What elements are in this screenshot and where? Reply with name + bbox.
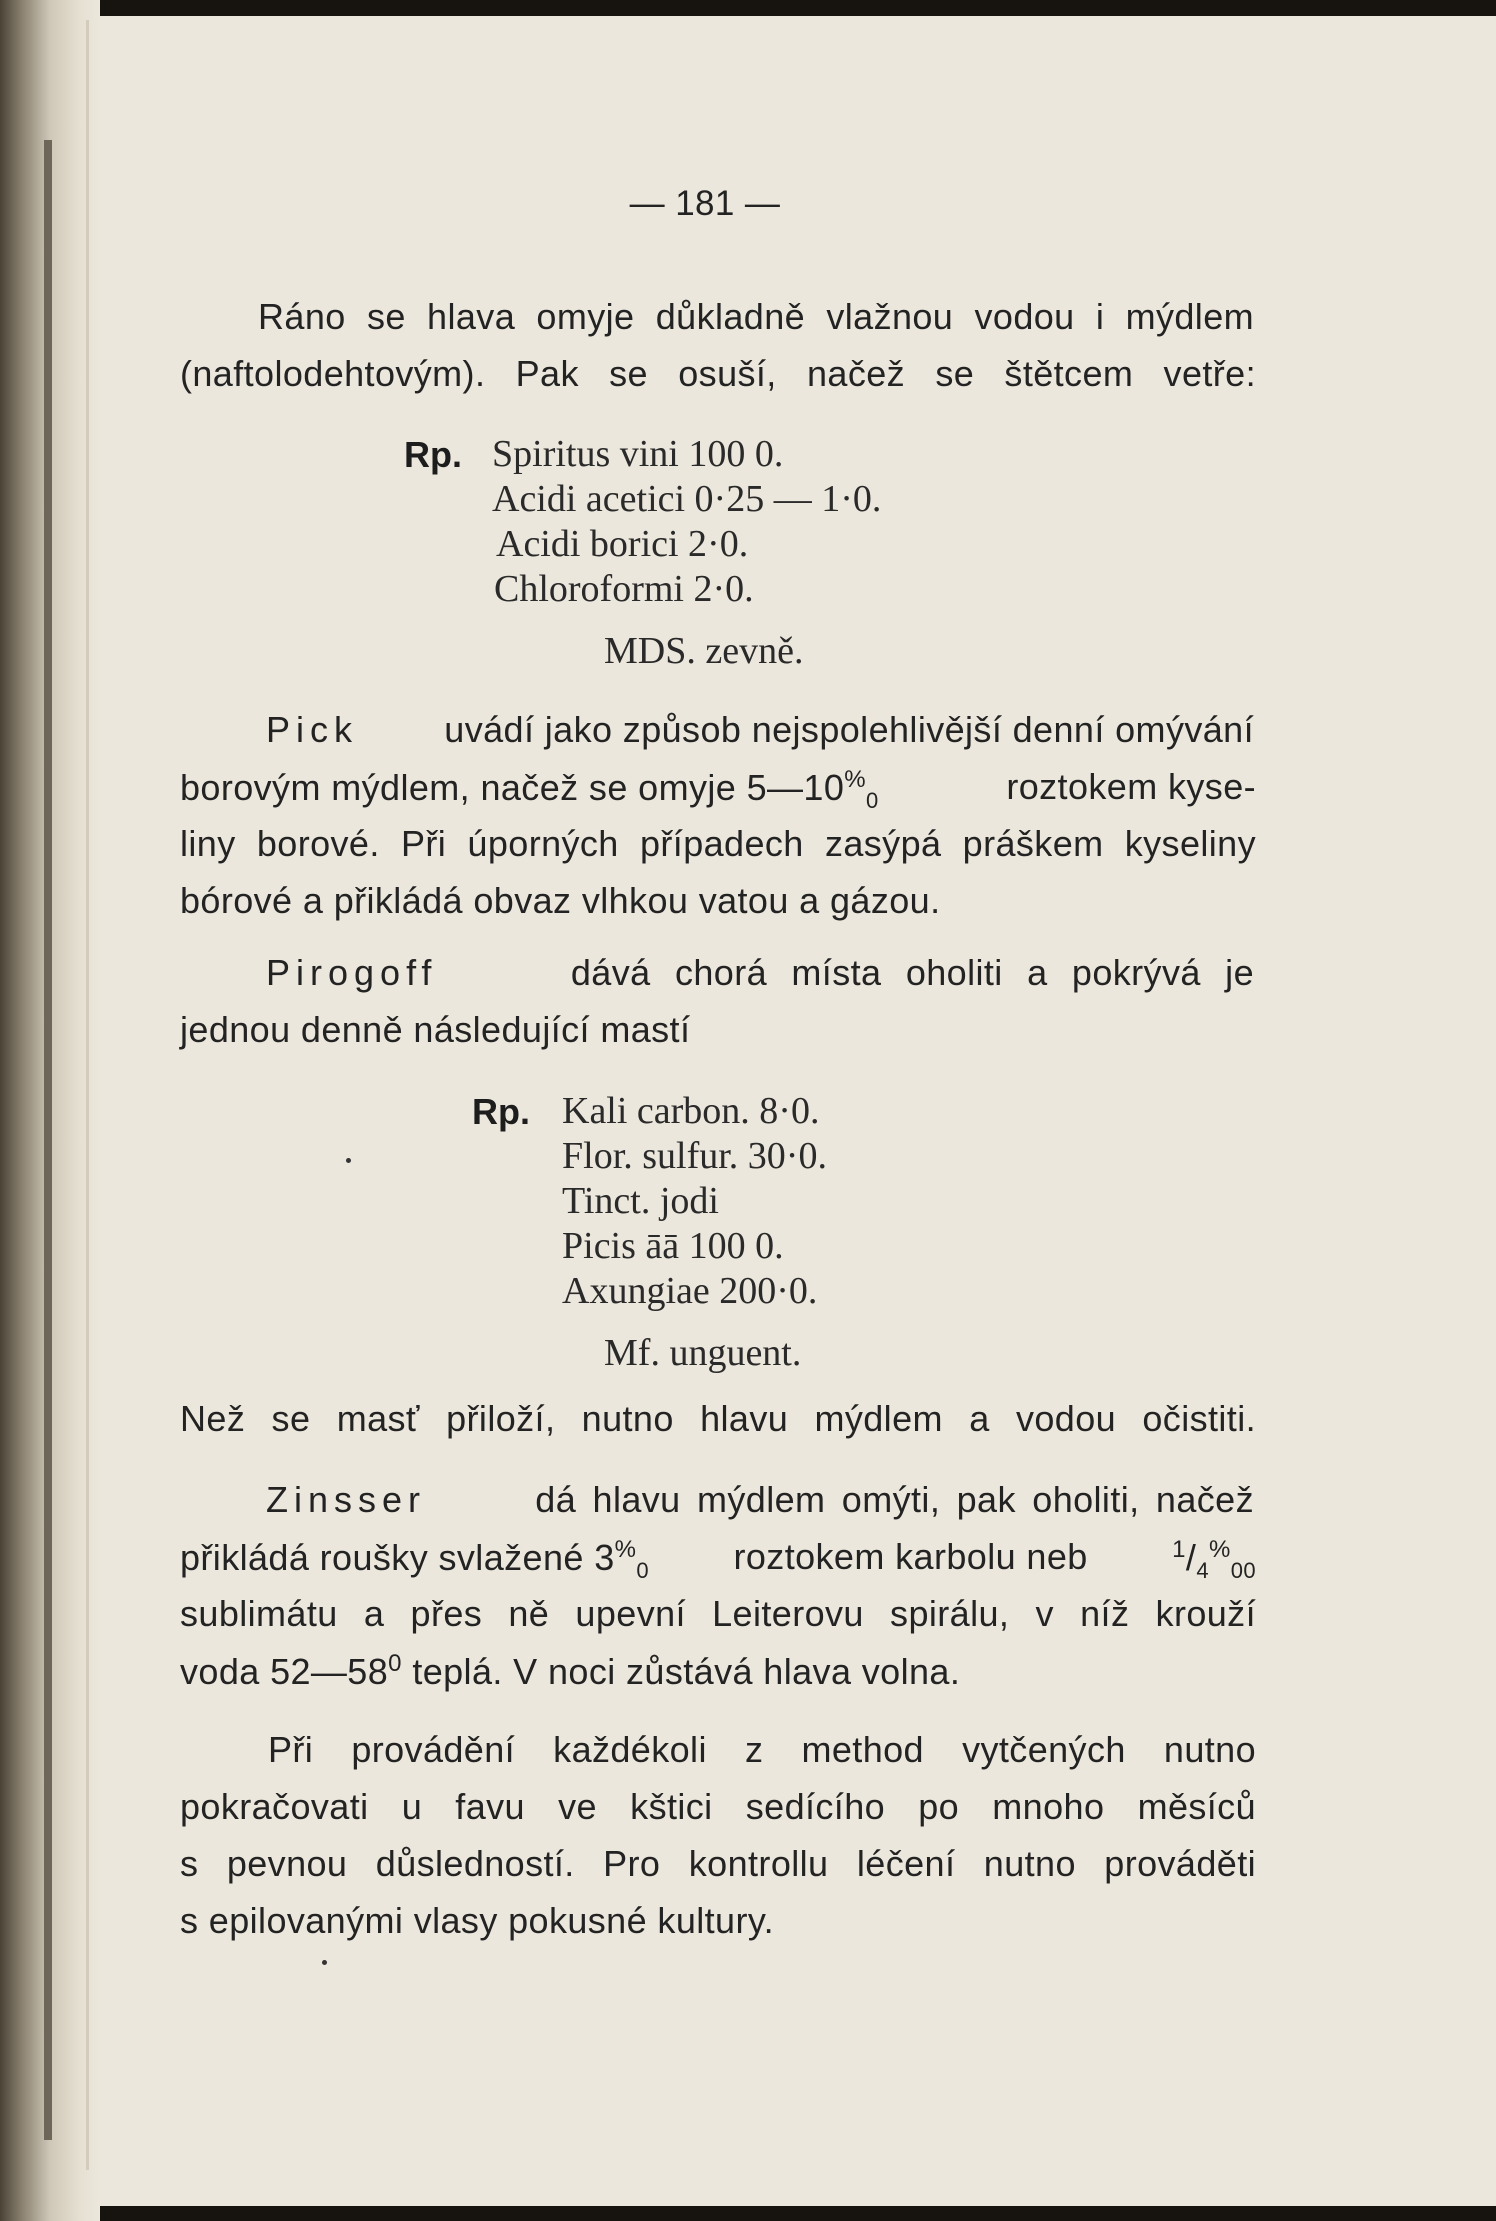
para5-line2-a: [180, 1536, 649, 1584]
para2-line3: liny borové. Při úporných případech zasýpá práškem kyseliny: [180, 823, 1256, 864]
para3-line1-rest: dává chorá místa oholiti a pokrývá je: [570, 952, 1254, 993]
para6-line3: s pevnou důsledností. Pro kontrollu léčení nutno prováděti: [180, 1843, 1256, 1884]
fraction-denominator: 4: [1196, 1558, 1209, 1584]
author-name-zinsser: Zinsser: [266, 1479, 427, 1520]
para1-line2: (naftolodehtovým). Pak se osuší, načež se štětcem vetře:: [180, 353, 1256, 394]
ink-speck: [322, 1960, 327, 1965]
para5-line3: sublimátu a přes ně upevní Leiterovu spirálu, v níž krouží: [180, 1593, 1256, 1634]
para6-line1: Při provádění každékoli z method vytčených nutno: [268, 1729, 1256, 1770]
para2-line1-rest: uvádí jako způsob nejspolehlivější denní omývání: [444, 709, 1254, 750]
fraction-numerator: 1: [1172, 1536, 1186, 1563]
para5-line2: [180, 1536, 1256, 1584]
para3-line2: jednou denně následující mastí: [180, 1009, 691, 1050]
para4-line: Než se masť přiloží, nutno hlavu mýdlem a vodou očistiti.: [180, 1398, 1256, 1439]
binding-fold: [44, 140, 52, 2140]
para6-line4: s epilovanými vlasy pokusné kultury.: [180, 1900, 774, 1941]
permille-sign: %: [1208, 1536, 1231, 1563]
para5-line4: [180, 1650, 960, 1693]
recipe1-rp: Rp.: [404, 434, 462, 475]
scan-top-edge: [0, 0, 1496, 16]
author-name-pick: Pick: [266, 709, 359, 750]
recipe2-rp: Rp.: [472, 1091, 530, 1132]
percent-sign: %: [614, 1536, 637, 1563]
para2-line2-a: [180, 766, 879, 814]
para2-line2: [180, 766, 1256, 814]
permille-subscript: 00: [1230, 1558, 1256, 1584]
recipe1-line: Chloroformi 2·0.: [494, 568, 754, 610]
para5-fraction: $^1/_4^{\%}_{00}$: [1172, 1536, 1256, 1584]
para1-line1: Ráno se hlava omyje důkladně vlažnou vodou i mýdlem: [258, 296, 1254, 337]
para5-line4-a: voda 52—58: [180, 1651, 389, 1692]
recipe1-signature: MDS. zevně.: [604, 630, 804, 672]
binding-crease: [86, 20, 89, 2170]
scan-bottom-edge: [0, 2206, 1496, 2221]
degree-sign: 0: [388, 1650, 402, 1677]
percent-subscript: 0: [636, 1558, 650, 1584]
para5-line4-b: teplá. V noci zůstává hlava volna.: [412, 1651, 961, 1692]
para5-line1-rest: dá hlavu mýdlem omýti, pak oholiti, načež: [535, 1479, 1254, 1520]
recipe1-line: Acidi acetici 0·25 — 1·0.: [492, 478, 882, 520]
para5-line1: [266, 1479, 1254, 1521]
percent-subscript: 0: [866, 788, 879, 814]
para2-line2-a-text: borovým mýdlem, načež se omyje 5—10: [180, 767, 845, 808]
recipe2-line: Tinct. jodi: [562, 1180, 719, 1222]
recipe2-signature: Mf. unguent.: [604, 1332, 802, 1374]
recipe2-line: Picis āā 100 0.: [562, 1225, 784, 1267]
ink-speck: [346, 1158, 351, 1163]
page-number: — 181 —: [629, 184, 781, 223]
recipe1-line: Acidi borici 2·0.: [496, 523, 749, 565]
para5-line2-b: roztokem karbolu neb: [733, 1536, 1088, 1577]
para5-line2-a-text: přikládá roušky svlažené 3: [180, 1537, 615, 1578]
recipe2-line: Axungiae 200·0.: [562, 1270, 818, 1312]
para6-line2: pokračovati u favu ve kštici sedícího po mnoho měsíců: [180, 1786, 1256, 1827]
recipe1-line: Spiritus vini 100 0.: [492, 433, 784, 475]
percent-sign: %: [844, 766, 866, 793]
para3-line1: [266, 952, 1254, 994]
recipe2-line: Kali carbon. 8·0.: [562, 1090, 820, 1132]
author-name-pirogoff: Pirogoff: [266, 952, 438, 993]
para2-line2-b: roztokem kyse-: [1006, 766, 1256, 807]
para2-line1: [266, 709, 1254, 751]
para2-line4: bórové a přikládá obvaz vlhkou vatou a gázou.: [180, 880, 941, 921]
recipe2-line: Flor. sulfur. 30·0.: [562, 1135, 827, 1177]
